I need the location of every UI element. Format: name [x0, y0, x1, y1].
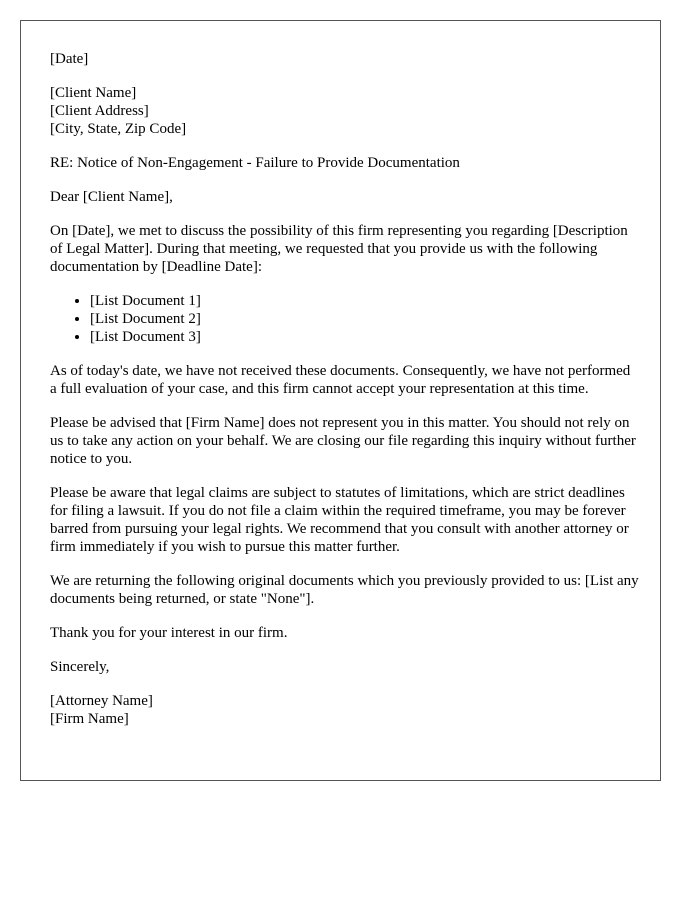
advice-paragraph: Please be advised that [Firm Name] does not represent you in this matter. You should not rely on us to take any action on your behalf. We are closing our file regarding this inquiry without further notice to you. [50, 415, 636, 467]
letter-date: [Date] [50, 51, 89, 67]
list-item: • [List Document 1] [90, 292, 640, 310]
signature-block [50, 692, 640, 728]
list-item: • [List Document 3] [90, 328, 640, 346]
intro-paragraph: On [Date], we met to discuss the possibility of this firm representing you regarding [Description of Legal Matter]. During that meeting, we requested that you provide us with the following documentation by [Deadline Date]: [50, 223, 628, 275]
document-list [50, 292, 640, 346]
subject-line: RE: Notice of Non-Engagement - Failure to Provide Documentation [50, 155, 460, 171]
salutation: Dear [Client Name], [50, 189, 173, 205]
limitations-paragraph: Please be aware that legal claims are subject to statutes of limitations, which are strict deadlines for filing a lawsuit. If you do not file a claim within the required timeframe, you may be forever barred from pursuing your legal rights. We recommend that you consult with another attorney or firm immediately if you wish to pursue this matter further. [50, 485, 629, 555]
letter [20, 20, 661, 781]
recipient-address: [Client Address] [50, 103, 149, 119]
firm-name: [Firm Name] [50, 711, 129, 727]
recipient-name: [Client Name] [50, 85, 137, 101]
closing: Sincerely, [50, 659, 110, 675]
status-paragraph: As of today's date, we have not received these documents. Consequently, we have not performed a full evaluation of your case, and this firm cannot accept your representation at this time. [50, 363, 631, 397]
attorney-name: [Attorney Name] [50, 693, 153, 709]
thanks-paragraph: Thank you for your interest in our firm. [50, 625, 288, 641]
returning-paragraph: We are returning the following original documents which you previously provided to us: [List any documents being returned, or state "None"]. [50, 573, 639, 607]
recipient-city: [City, State, Zip Code] [50, 121, 187, 137]
recipient-block [50, 84, 640, 138]
list-item: • [List Document 2] [90, 310, 640, 328]
